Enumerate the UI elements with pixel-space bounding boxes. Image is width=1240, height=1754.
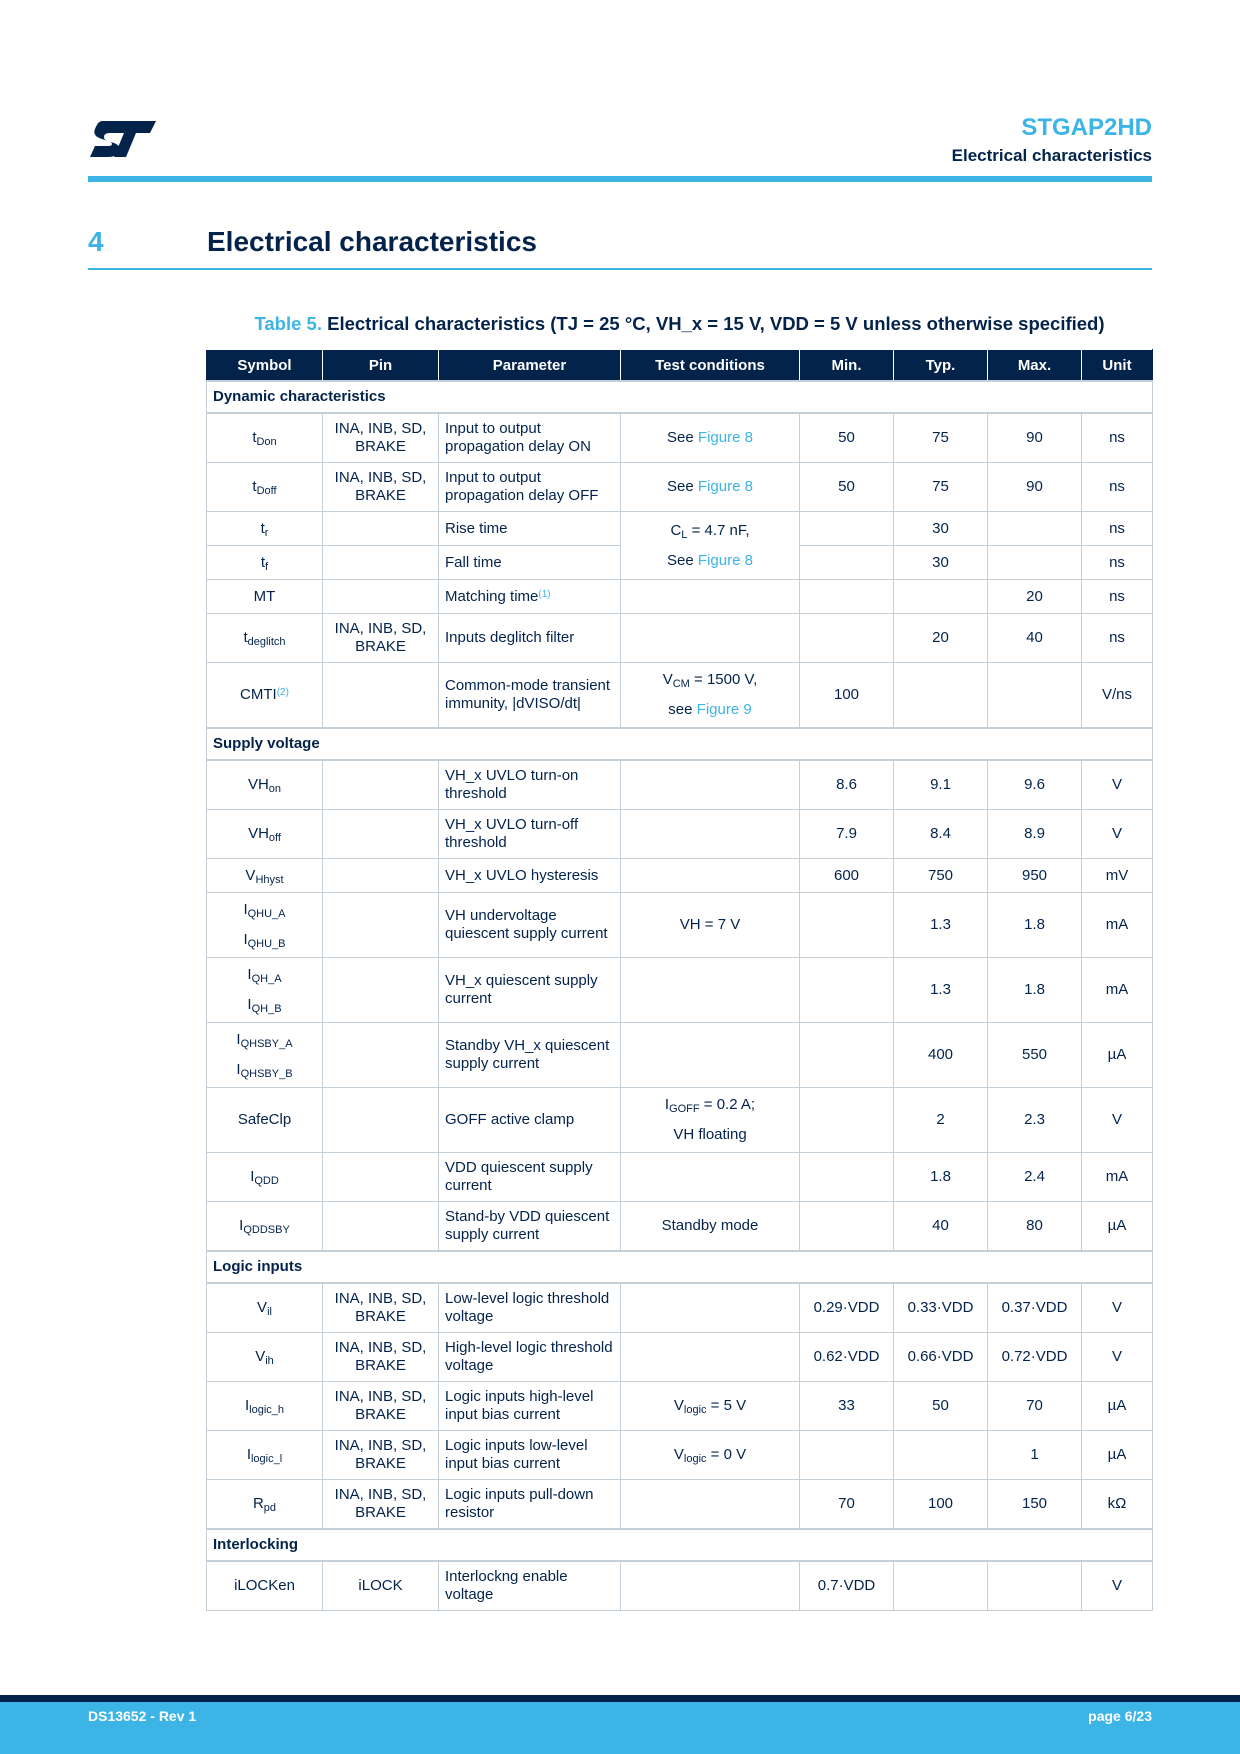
- parameter-cell: Rise time: [439, 512, 621, 546]
- typ-cell: 75: [894, 413, 988, 463]
- symbol-cell: $t_f$: [207, 546, 323, 580]
- section-label: Logic inputs: [207, 1251, 1153, 1283]
- pin-cell: [323, 760, 439, 810]
- section-row-interlocking: [207, 1529, 1153, 1561]
- condition-cell: Standby mode: [621, 1202, 800, 1252]
- max-cell: 2.3: [988, 1088, 1082, 1153]
- max-cell: 40: [988, 614, 1082, 663]
- min-cell: [800, 893, 894, 958]
- table-row-iqddsby: [207, 1202, 1153, 1252]
- condition-cell: $V_{CM} = 1500$ V, see Figure 9: [621, 663, 800, 729]
- unit-cell: V: [1082, 1283, 1153, 1333]
- typ-cell: 50: [894, 1382, 988, 1431]
- symbol-cell: $I_{logic\_l}$: [207, 1431, 323, 1480]
- unit-cell: V: [1082, 1088, 1153, 1153]
- max-cell: 1: [988, 1431, 1082, 1480]
- symbol-cell: $R_{pd}$: [207, 1480, 323, 1530]
- table-row-tdoff: [207, 463, 1153, 512]
- typ-cell: 75: [894, 463, 988, 512]
- typ-cell: 750: [894, 859, 988, 893]
- typ-cell: 0.66·VDD: [894, 1333, 988, 1382]
- table-row-ilogic-h: [207, 1382, 1153, 1431]
- parameter-cell: VH_x quiescent supply current: [439, 958, 621, 1023]
- parameter-cell: Interlockng enable voltage: [439, 1561, 621, 1611]
- col-header-unit: Unit: [1082, 350, 1153, 382]
- parameter-cell: Stand-by VDD quiescent supply current: [439, 1202, 621, 1252]
- unit-cell: ns: [1082, 614, 1153, 663]
- header-divider: [88, 176, 1152, 182]
- table-row-vil: [207, 1283, 1153, 1333]
- table-row-tdon: [207, 413, 1153, 463]
- max-cell: [988, 546, 1082, 580]
- pin-cell: INA, INB, SD, BRAKE: [323, 463, 439, 512]
- parameter-cell: VH_x UVLO turn-on threshold: [439, 760, 621, 810]
- symbol-cell: $V_{ih}$: [207, 1333, 323, 1382]
- max-cell: 550: [988, 1023, 1082, 1088]
- table-row-vhon: [207, 760, 1153, 810]
- pin-cell: [323, 859, 439, 893]
- table-row-iqdd: [207, 1153, 1153, 1202]
- max-cell: 0.37·VDD: [988, 1283, 1082, 1333]
- condition-cell: [621, 810, 800, 859]
- max-cell: 950: [988, 859, 1082, 893]
- pin-cell: [323, 893, 439, 958]
- condition-cell: $V_{logic} = 0$ V: [621, 1431, 800, 1480]
- max-cell: 90: [988, 463, 1082, 512]
- unit-cell: V: [1082, 1333, 1153, 1382]
- table-row-vih: [207, 1333, 1153, 1382]
- electrical-characteristics-table: [206, 349, 1153, 1611]
- pin-cell: [323, 546, 439, 580]
- unit-cell: µA: [1082, 1431, 1153, 1480]
- typ-cell: 20: [894, 614, 988, 663]
- parameter-cell: Logic inputs pull-down resistor: [439, 1480, 621, 1530]
- table-row-ilocken: [207, 1561, 1153, 1611]
- table-row-vhhyst: [207, 859, 1153, 893]
- table-number[interactable]: Table 5.: [254, 313, 322, 334]
- parameter-cell: Logic inputs low-level input bias current: [439, 1431, 621, 1480]
- unit-cell: kΩ: [1082, 1480, 1153, 1530]
- min-cell: 0.62·VDD: [800, 1333, 894, 1382]
- symbol-cell: $I_{QHSBY\_A}$ $I_{QHSBY\_B}$: [207, 1023, 323, 1088]
- symbol-cell: $t_r$: [207, 512, 323, 546]
- section-label: Supply voltage: [207, 728, 1153, 760]
- table-row-cmti: [207, 663, 1153, 729]
- parameter-cell: GOFF active clamp: [439, 1088, 621, 1153]
- document-subtitle: Electrical characteristics: [951, 146, 1152, 165]
- section-number: 4: [88, 226, 104, 257]
- typ-cell: [894, 1431, 988, 1480]
- unit-cell: µA: [1082, 1382, 1153, 1431]
- section-divider: [88, 268, 1152, 270]
- pin-cell: INA, INB, SD, BRAKE: [323, 1480, 439, 1530]
- document-title: STGAP2HD: [1021, 114, 1152, 141]
- condition-cell: [621, 1153, 800, 1202]
- parameter-cell: Matching time$^{(1)}$: [439, 580, 621, 614]
- parameter-cell: Input to output propagation delay ON: [439, 413, 621, 463]
- col-header-max: Max.: [988, 350, 1082, 382]
- condition-cell: [621, 1023, 800, 1088]
- typ-cell: 400: [894, 1023, 988, 1088]
- pin-cell: [323, 810, 439, 859]
- max-cell: 70: [988, 1382, 1082, 1431]
- col-header-min: Min.: [800, 350, 894, 382]
- table-row-iqhu: [207, 893, 1153, 958]
- max-cell: 150: [988, 1480, 1082, 1530]
- typ-cell: [894, 663, 988, 729]
- min-cell: [800, 1202, 894, 1252]
- table-row-safeclp: [207, 1088, 1153, 1153]
- typ-cell: 1.8: [894, 1153, 988, 1202]
- footer-divider: [0, 1695, 1240, 1702]
- section-title: Electrical characteristics: [207, 226, 537, 257]
- condition-cell: [621, 1333, 800, 1382]
- max-cell: [988, 1561, 1082, 1611]
- parameter-cell: VH_x UVLO turn-off threshold: [439, 810, 621, 859]
- condition-cell: [621, 958, 800, 1023]
- pin-cell: [323, 1153, 439, 1202]
- table-row-iqhsby: [207, 1023, 1153, 1088]
- typ-cell: 40: [894, 1202, 988, 1252]
- figure-8-link[interactable]: Figure 8: [697, 551, 753, 569]
- symbol-cell: $I_{logic\_h}$: [207, 1382, 323, 1431]
- table-row-vhoff: [207, 810, 1153, 859]
- parameter-cell: Inputs deglitch filter: [439, 614, 621, 663]
- max-cell: [988, 512, 1082, 546]
- condition-cell: VH = 7 V: [621, 893, 800, 958]
- table-row-tdeglitch: [207, 614, 1153, 663]
- parameter-cell: Low-level logic threshold voltage: [439, 1283, 621, 1333]
- min-cell: 8.6: [800, 760, 894, 810]
- max-cell: 90: [988, 413, 1082, 463]
- unit-cell: ns: [1082, 546, 1153, 580]
- symbol-cell: $I_{QHU\_A}$ $I_{QHU\_B}$: [207, 893, 323, 958]
- condition-cell: [621, 1561, 800, 1611]
- min-cell: 70: [800, 1480, 894, 1530]
- symbol-cell: $t_{deglitch}$: [207, 614, 323, 663]
- parameter-cell: Logic inputs high-level input bias current: [439, 1382, 621, 1431]
- symbol-cell: SafeClp: [207, 1088, 323, 1153]
- min-cell: 33: [800, 1382, 894, 1431]
- symbol-cell: CMTI$^{(2)}$: [207, 663, 323, 729]
- typ-cell: 0.33·VDD: [894, 1283, 988, 1333]
- pin-cell: [323, 1202, 439, 1252]
- min-cell: [800, 1153, 894, 1202]
- figure-8-link[interactable]: Figure 8: [697, 429, 753, 446]
- symbol-cell: $I_{QDD}$: [207, 1153, 323, 1202]
- table-row-rpd: [207, 1480, 1153, 1530]
- parameter-cell: Fall time: [439, 546, 621, 580]
- condition-cell: $V_{logic} = 5$ V: [621, 1382, 800, 1431]
- unit-cell: ns: [1082, 580, 1153, 614]
- min-cell: [800, 958, 894, 1023]
- section-label: Interlocking: [207, 1529, 1153, 1561]
- typ-cell: 30: [894, 546, 988, 580]
- typ-cell: [894, 580, 988, 614]
- min-cell: 0.7·VDD: [800, 1561, 894, 1611]
- section-row-dynamic: [207, 381, 1153, 413]
- section-row-logic: [207, 1251, 1153, 1283]
- min-cell: [800, 1023, 894, 1088]
- document-id: DS13652 - Rev 1: [88, 1708, 197, 1724]
- pin-cell: [323, 958, 439, 1023]
- condition-cell: [621, 1283, 800, 1333]
- unit-cell: mV: [1082, 859, 1153, 893]
- symbol-cell: $VH_{on}$: [207, 760, 323, 810]
- unit-cell: µA: [1082, 1023, 1153, 1088]
- col-header-typ: Typ.: [894, 350, 988, 382]
- max-cell: 1.8: [988, 958, 1082, 1023]
- symbol-cell: MT: [207, 580, 323, 614]
- parameter-cell: Common-mode transient immunity, |dVISO/dt|: [439, 663, 621, 729]
- parameter-cell: High-level logic threshold voltage: [439, 1333, 621, 1382]
- condition-cell: [621, 614, 800, 663]
- unit-cell: mA: [1082, 893, 1153, 958]
- max-cell: 9.6: [988, 760, 1082, 810]
- min-cell: [800, 546, 894, 580]
- typ-cell: 8.4: [894, 810, 988, 859]
- table-row-iqh: [207, 958, 1153, 1023]
- unit-cell: ns: [1082, 512, 1153, 546]
- typ-cell: 30: [894, 512, 988, 546]
- pin-cell: [323, 512, 439, 546]
- min-cell: 50: [800, 463, 894, 512]
- min-cell: [800, 580, 894, 614]
- table-row-ilogic-l: [207, 1431, 1153, 1480]
- unit-cell: µA: [1082, 1202, 1153, 1252]
- min-cell: [800, 1088, 894, 1153]
- parameter-cell: Standby VH_x quiescent supply current: [439, 1023, 621, 1088]
- unit-cell: V: [1082, 760, 1153, 810]
- col-header-parameter: Parameter: [439, 350, 621, 382]
- figure-8-link[interactable]: Figure 8: [697, 478, 753, 495]
- section-label: Dynamic characteristics: [207, 381, 1153, 413]
- unit-cell: ns: [1082, 413, 1153, 463]
- condition-cell: [621, 859, 800, 893]
- unit-cell: V: [1082, 1561, 1153, 1611]
- unit-cell: mA: [1082, 958, 1153, 1023]
- unit-cell: ns: [1082, 463, 1153, 512]
- table-caption-text: Electrical characteristics (TJ = 25 °C, VH_x = 15 V, VDD = 5 V unless otherwise specified): [327, 313, 1105, 334]
- pin-cell: [323, 1023, 439, 1088]
- symbol-cell: $V_{il}$: [207, 1283, 323, 1333]
- symbol-cell: $I_{QDDSBY}$: [207, 1202, 323, 1252]
- table-row-tr: [207, 512, 1153, 546]
- typ-cell: 9.1: [894, 760, 988, 810]
- unit-cell: V: [1082, 810, 1153, 859]
- min-cell: [800, 1431, 894, 1480]
- condition-cell: [621, 1480, 800, 1530]
- min-cell: [800, 512, 894, 546]
- col-header-pin: Pin: [323, 350, 439, 382]
- condition-cell: [621, 580, 800, 614]
- condition-cell: See Figure 8: [621, 463, 800, 512]
- max-cell: 0.72·VDD: [988, 1333, 1082, 1382]
- symbol-cell: $VH_{off}$: [207, 810, 323, 859]
- st-logo-icon: [88, 119, 158, 159]
- condition-cell: [621, 760, 800, 810]
- pin-cell: INA, INB, SD, BRAKE: [323, 413, 439, 463]
- unit-cell: V/ns: [1082, 663, 1153, 729]
- pin-cell: INA, INB, SD, BRAKE: [323, 1431, 439, 1480]
- table-caption: [207, 313, 1152, 335]
- max-cell: 8.9: [988, 810, 1082, 859]
- min-cell: [800, 614, 894, 663]
- min-cell: 600: [800, 859, 894, 893]
- symbol-cell: iLOCKen: [207, 1561, 323, 1611]
- col-header-symbol: Symbol: [207, 350, 323, 382]
- max-cell: [988, 663, 1082, 729]
- max-cell: 80: [988, 1202, 1082, 1252]
- pin-cell: [323, 1088, 439, 1153]
- symbol-cell: $t_{Don}$: [207, 413, 323, 463]
- footnote-1-link[interactable]: (1): [538, 588, 551, 600]
- condition-cell: See Figure 8: [621, 413, 800, 463]
- max-cell: 1.8: [988, 893, 1082, 958]
- unit-cell: mA: [1082, 1153, 1153, 1202]
- pin-cell: INA, INB, SD, BRAKE: [323, 1283, 439, 1333]
- parameter-cell: VDD quiescent supply current: [439, 1153, 621, 1202]
- typ-cell: 1.3: [894, 958, 988, 1023]
- col-header-test-conditions: Test conditions: [621, 350, 800, 382]
- min-cell: 0.29·VDD: [800, 1283, 894, 1333]
- typ-cell: 100: [894, 1480, 988, 1530]
- figure-9-link[interactable]: Figure 9: [696, 701, 752, 718]
- parameter-cell: VH undervoltage quiescent supply current: [439, 893, 621, 958]
- parameter-cell: VH_x UVLO hysteresis: [439, 859, 621, 893]
- symbol-cell: $V_{Hhyst}$: [207, 859, 323, 893]
- pin-cell: iLOCK: [323, 1561, 439, 1611]
- typ-cell: 1.3: [894, 893, 988, 958]
- parameter-cell: Input to output propagation delay OFF: [439, 463, 621, 512]
- max-cell: 2.4: [988, 1153, 1082, 1202]
- typ-cell: 2: [894, 1088, 988, 1153]
- page-number: page 6/23: [1088, 1708, 1152, 1724]
- table-row-mt: [207, 580, 1153, 614]
- min-cell: 50: [800, 413, 894, 463]
- pin-cell: INA, INB, SD, BRAKE: [323, 1333, 439, 1382]
- pin-cell: [323, 580, 439, 614]
- table-header-row: [207, 350, 1153, 382]
- pin-cell: [323, 663, 439, 729]
- min-cell: 7.9: [800, 810, 894, 859]
- typ-cell: [894, 1561, 988, 1611]
- symbol-cell: $t_{Doff}$: [207, 463, 323, 512]
- min-cell: 100: [800, 663, 894, 729]
- condition-cell: $I_{GOFF} = 0.2$ A; VH floating: [621, 1088, 800, 1153]
- footnote-2-link[interactable]: (2): [276, 687, 289, 698]
- symbol-cell: $I_{QH\_A}$ $I_{QH\_B}$: [207, 958, 323, 1023]
- max-cell: 20: [988, 580, 1082, 614]
- condition-cell: $C_L = 4.7$ nF, See Figure 8: [621, 512, 800, 580]
- pin-cell: INA, INB, SD, BRAKE: [323, 1382, 439, 1431]
- pin-cell: INA, INB, SD, BRAKE: [323, 614, 439, 663]
- section-row-supply: [207, 728, 1153, 760]
